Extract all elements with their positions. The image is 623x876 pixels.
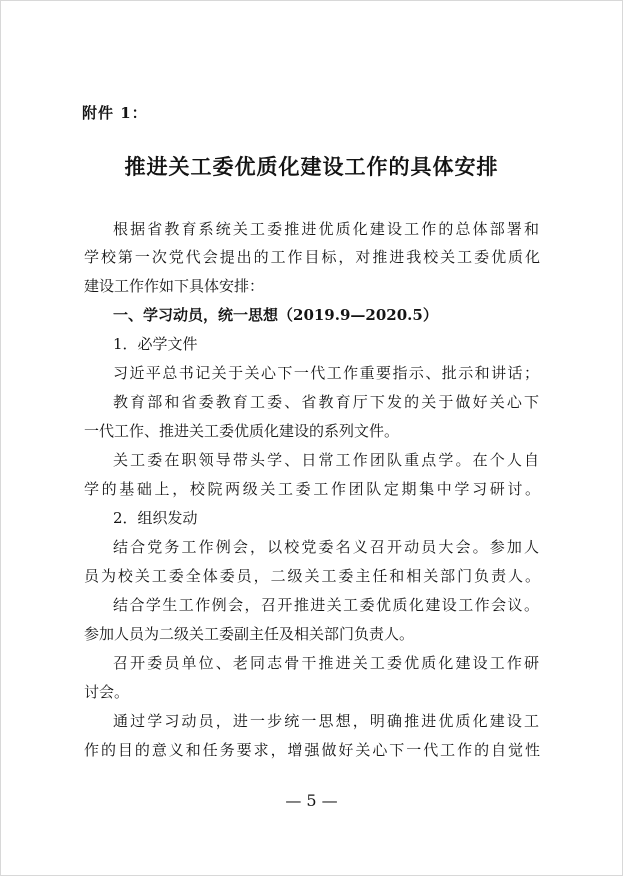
body-line: 关工委在职领导带头学、日常工作团队重点学。在个人自	[113, 451, 539, 469]
body-line: 员为校关工委全体委员，二级关工委主任和相关部门负责人。	[84, 567, 540, 585]
body-line: 讨会。	[84, 683, 130, 701]
document-title: 推进关工委优质化建设工作的具体安排	[124, 154, 499, 179]
body-line: 结合党务工作例会，以校党委名义召开动员大会。参加人	[113, 538, 539, 556]
section-heading: 一、学习动员，统一思想（2019.9—2020.5）	[113, 306, 438, 324]
body-line: 习近平总书记关于关心下一代工作重要指示、批示和讲话；	[113, 364, 539, 382]
body-line: 学的基础上，校院两级关工委工作团队定期集中学习研讨。	[84, 480, 540, 498]
body-line: 学校第一次党代会提出的工作目标，对推进我校关工委优质化	[84, 248, 540, 266]
body-line: 通过学习动员，进一步统一思想，明确推进优质化建设工	[113, 712, 539, 730]
body-line: 建设工作作如下具体安排：	[84, 277, 265, 295]
subsection-heading: 1．必学文件	[113, 335, 198, 353]
body-line: 根据省教育系统关工委推进优质化建设工作的总体部署和	[113, 220, 539, 238]
body-line: 参加人员为二级关工委副主任及相关部门负责人。	[84, 625, 415, 643]
body-line: 作的目的意义和任务要求，增强做好关心下一代工作的自觉性	[84, 741, 540, 759]
body-line: 一代工作、推进关工委优质化建设的系列文件。	[84, 422, 400, 440]
page-number: — 5 —	[285, 791, 338, 810]
subsection-heading: 2．组织发动	[113, 509, 198, 527]
body-line: 召开委员单位、老同志骨干推进关工委优质化建设工作研	[113, 654, 539, 672]
body-line: 结合学生工作例会，召开推进关工委优质化建设工作会议。	[113, 596, 539, 614]
attachment-label: 附件 1：	[82, 104, 148, 122]
body-line: 教育部和省委教育工委、省教育厅下发的关于做好关心下	[113, 393, 539, 411]
